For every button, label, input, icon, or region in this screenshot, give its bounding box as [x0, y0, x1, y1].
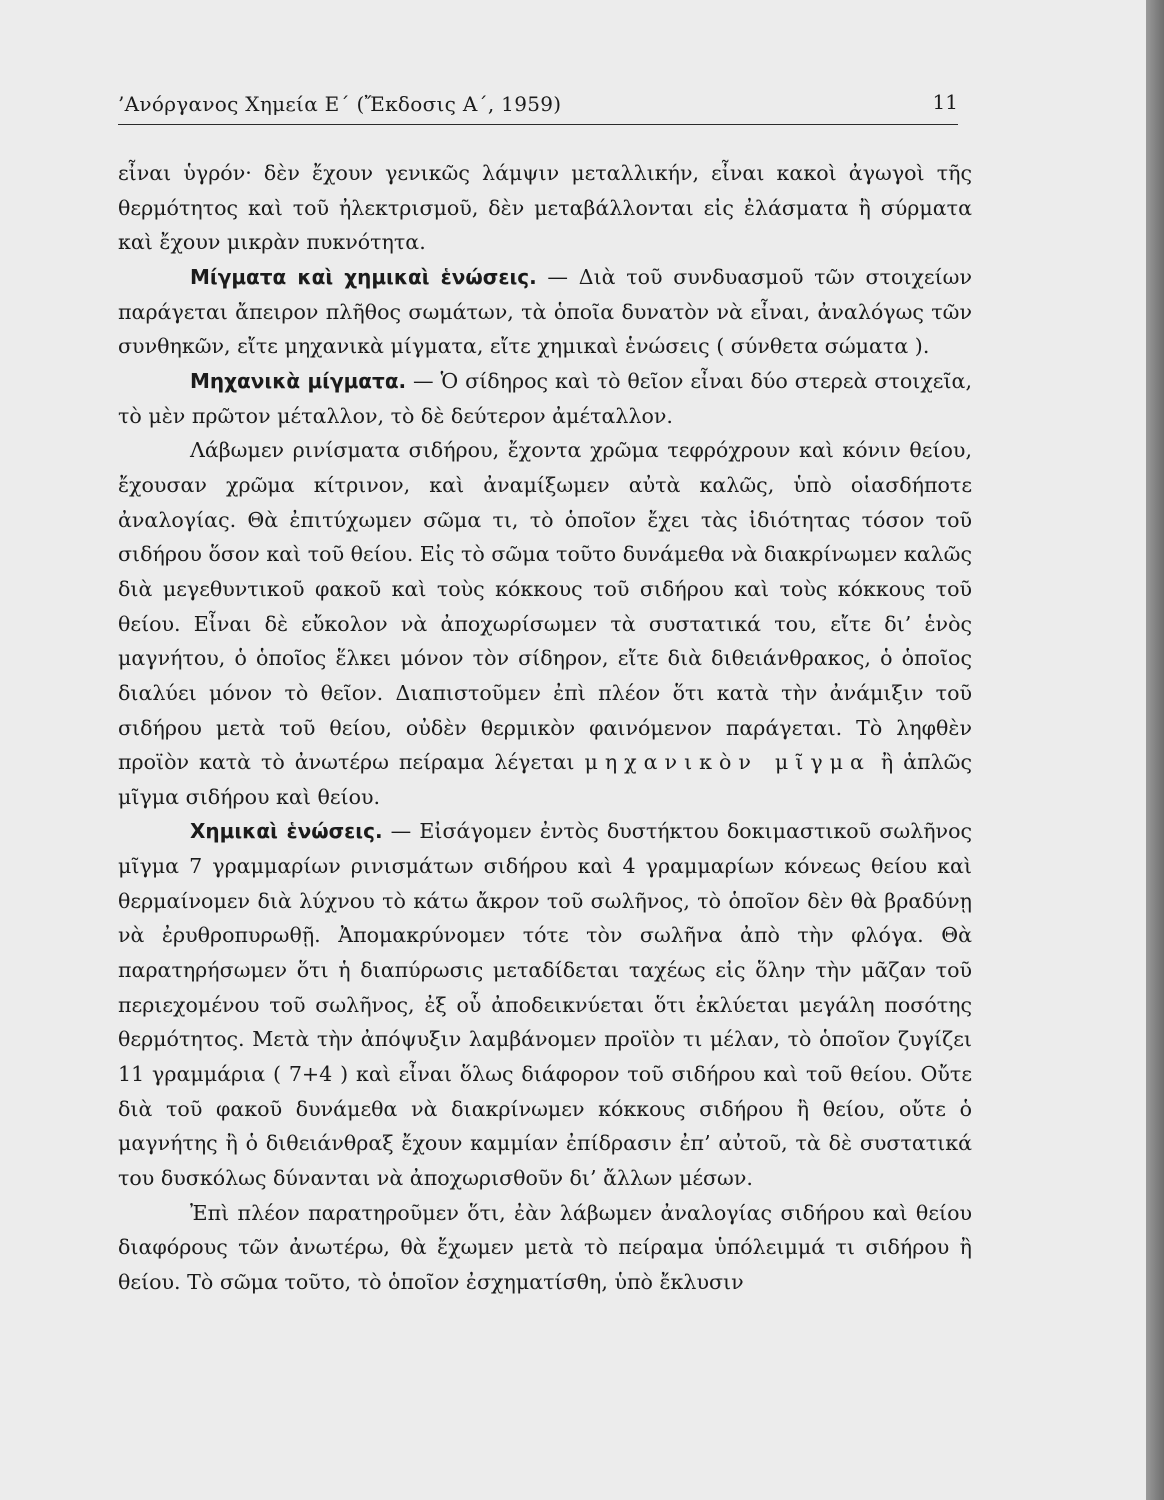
- paragraph-text: — Διὰ τοῦ συνδυασμοῦ τῶν στοιχείων παράγεται ἄπειρον πλῆθος σωμάτων, τὰ ὁποῖα δυνατὸν νὰ εἶναι, ἀναλόγως τῶν συνθηκῶν, εἴτε μηχανικὰ μίγματα, εἴτε χημικαὶ ἑνώσεις ( σύνθετα σώματα ).: [118, 264, 972, 359]
- paragraph-text: ἢ ἁπλῶς μῖγμα σιδήρου καὶ θείου.: [118, 750, 972, 809]
- section-heading-mixtures-compounds: Μίγματα καὶ χημικαὶ ἑνώσεις.: [190, 264, 537, 289]
- paragraph-proportions: Ἐπὶ πλέον παρατηροῦμεν ὅτι, ἐὰν λάβωμεν ἀναλογίας σιδήρου καὶ θείου διαφόρους τῶν ἀνωτέρω, θὰ ἔχωμεν μετὰ τὸ πείραμα ὑπόλειμμά τι σιδήρου ἢ θείου. Τὸ σῶμα τοῦτο, τὸ ὁποῖον ἐσχηματίσθη, ὑπὸ ἔκλυσιν: [118, 1200, 972, 1294]
- page-body: [118, 156, 972, 1300]
- paragraph-chemical-compounds: [118, 814, 972, 1195]
- spaced-term: μηχανικὸν μῖγμα: [584, 750, 871, 775]
- running-title: ’Ανόργανος Χημεία Ε΄ (Ἔκδοσις Α΄, 1959): [118, 92, 562, 116]
- paragraph-properties: εἶναι ὑγρόν· δὲν ἔχουν γενικῶς λάμψιν μεταλλικήν, εἶναι κακοὶ ἀγωγοὶ τῆς θερμότητος καὶ τοῦ ἠλεκτρισμοῦ, δὲν μεταβάλλονται εἰς ἐλάσματα ἢ σύρματα καὶ ἔχουν μικρὰν πυκνότητα.: [118, 161, 972, 255]
- page-number: 11: [932, 90, 958, 114]
- running-header: [118, 88, 958, 125]
- page-edge: [1146, 0, 1164, 1500]
- paragraph-iron-sulfur-mixture: [118, 433, 972, 814]
- section-heading-chemical-compounds: Χημικαὶ ἑνώσεις.: [190, 819, 383, 844]
- paragraph-text: — Ὁ σίδηρος καὶ τὸ θεῖον εἶναι δύο στερεὰ στοιχεῖα, τὸ μὲν πρῶτον μέταλλον, τὸ δὲ δεύτερον ἀμέταλλον.: [118, 368, 972, 428]
- section-heading-mechanical-mixtures: Μηχανικὰ μίγματα.: [190, 368, 407, 393]
- paragraph-text: — Εἰσάγομεν ἐντὸς δυστήκτου δοκιμαστικοῦ σωλῆνος μῖγμα 7 γραμμαρίων ρινισμάτων σιδήρου καὶ 4 γραμμαρίων κόνεως θείου καὶ θερμαίνομεν διὰ λύχνου τὸ κάτω ἄκρον τοῦ σωλῆνος, τὸ ὁποῖον δὲν θὰ βραδύνῃ νὰ ἐρυθροπυρωθῇ. Ἀπομακρύνομεν τότε τὸν σωλῆνα ἀπὸ τὴν φλόγα. Θὰ παρατηρήσωμεν ὅτι ἡ διαπύρωσις μεταδίδεται ταχέως εἰς ὅλην τὴν μᾶζαν τοῦ περιεχομένου τοῦ σωλῆνος, ἐξ οὗ ἀποδεικνύεται ὅτι ἐκλύεται μεγάλη ποσότης θερμότητος. Μετὰ τὴν ἀπόψυξιν λαμβάνομεν προϊὸν τι μέλαν, τὸ ὁποῖον ζυγίζει 11 γραμμάρια ( 7+4 ) καὶ εἶναι ὅλως διάφορον τοῦ σιδήρου καὶ τοῦ θείου. Οὔτε διὰ τοῦ φακοῦ δυνάμεθα νὰ διακρίνωμεν κόκκους σιδήρου ἢ θείου, οὔτε ὁ μαγνήτης ἢ ὁ διθειάνθραξ ἔχουν καμμίαν ἐπίδρασιν ἐπ’ αὐτοῦ, τὰ δὲ συστατικά του δυσκόλως δύνανται νὰ ἀποχωρισθοῦν δι’ ἄλλων μέσων.: [118, 819, 973, 1191]
- paragraph-mechanical-mixtures: [118, 364, 972, 433]
- paragraph-text: Λάβωμεν ρινίσματα σιδήρου, ἔχοντα χρῶμα τεφρόχρουν καὶ κόνιν θείου, ἔχουσαν χρῶμα κίτρινον, καὶ ἀναμίξωμεν αὐτὰ καλῶς, ὑπὸ οἱασδήποτε ἀναλογίας. Θὰ ἐπιτύχωμεν σῶμα τι, τὸ ὁποῖον ἔχει τὰς ἰδιότητας τόσον τοῦ σιδήρου ὅσον καὶ τοῦ θείου. Εἰς τὸ σῶμα τοῦτο δυνάμεθα νὰ διακρίνωμεν καλῶς διὰ μεγεθυντικοῦ φακοῦ καὶ τοὺς κόκκους τοῦ σιδήρου καὶ τοὺς κόκκους τοῦ θείου. Εἶναι δὲ εὔκολον νὰ ἀποχωρίσωμεν τὰ συστατικά του, εἴτε δι’ ἑνὸς μαγνήτου, ὁ ὁποῖος ἕλκει μόνον τὸν σίδηρον, εἴτε διὰ διθειάνθρακος, ὁ ὁποῖος διαλύει μόνον τὸ θεῖον. Διαπιστοῦμεν ἐπὶ πλέον ὅτι κατὰ τὴν ἀνάμιξιν τοῦ σιδήρου μετὰ τοῦ θείου, οὐδὲν θερμικὸν φαινόμενον παράγεται. Τὸ ληφθὲν προϊὸν κατὰ τὸ ἀνωτέρω πείραμα λέγεται: [118, 438, 972, 775]
- paragraph-mixtures-compounds: [118, 260, 972, 364]
